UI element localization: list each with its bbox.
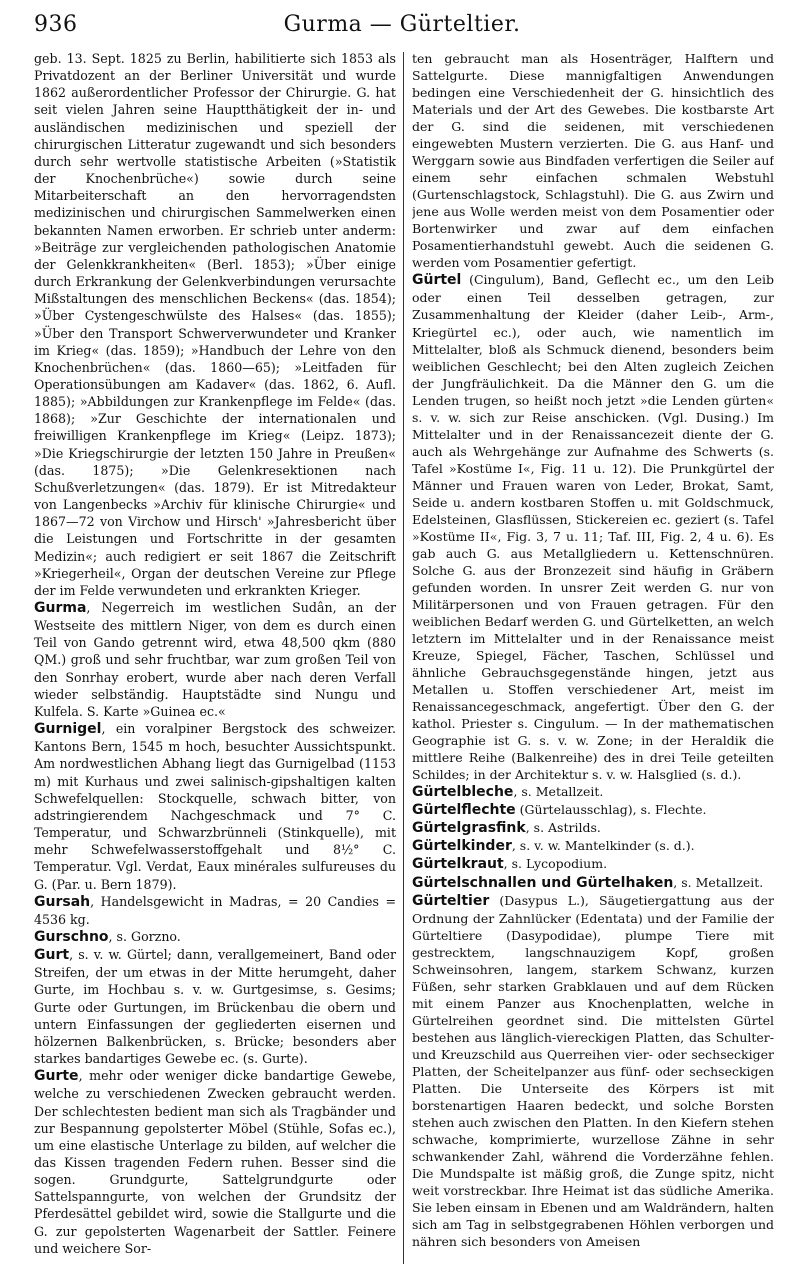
dictionary-entry <box>412 837 774 855</box>
entry-continuation <box>34 50 396 599</box>
entry-text: , Handelsgewicht in Madras, = 20 Candies = 4536 kg. <box>34 893 396 927</box>
dictionary-entry <box>34 599 396 720</box>
entry-text: (Cingulum), Band, Geflecht ec., um den Leib oder einen Teil desselben getragen, zur Zusammenhaltung der Kleider (daher Leib-, Arm-, Kriegürtel ec.), oder auch, wie namentlich im Mittelalter, bloß als Schmuck dienend, besonders beim weiblichen Geschlecht; bei den Alten zugleich Zeichen der Jungfräulichkeit. Da die Männer den G. um die Lenden trugen, so heißt noch jetzt »die Lenden gürten« s. v. w. sich zur Reise anschicken. (Vgl. Dusing.) Im Mittelalter und in der Renaissancezeit diente der G. auch als Wehrgehänge zur Aufnahme des Schwerts (s. Tafel »Kostüme I«, Fig. 11 u. 12). Die Prunkgürtel der Männer und Frauen waren von Leder, Brokat, Samt, Seide u. andern kostbaren Stoffen u. mit Goldschmuck, Edelsteinen, Glasflüssen, Stickereien ec. geziert (s. Tafel »Kostüme II«, Fig. 3, 7 u. 11; Taf. III, Fig. 2, 4 u. 6). Es gab auch G. aus Metallgliedern u. Kettenschnüren. Solche G. aus der Bronzezeit sind häufig in Gräbern gefunden worden. In unsrer Zeit werden G. nur von Militärpersonen und von Frauen getragen. Für den weiblichen Bedarf werden G. und Gürtelketten, an welch letztern im Mittelalter und in der Renaissance meist Kreuze, Spiegel, Fächer, Taschen, Schlüssel und ähnliche Gebrauchsgegenstände hingen, jetzt aus Metallen u. Stoffen verschiedener Art, meist im Renaissancegeschmack, angefertigt. Über den G. der kathol. Priester s. Cingulum. — In der mathematischen Geographie ist G. s. v. w. Zone; in der Heraldik die mittlere Reihe (Balkenreihe) des in drei Teile geteilten Schildes; in der Architektur s. v. w. Halsglied (s. d.). <box>412 272 774 783</box>
entry-headword: Gürtelschnallen und Gürtelhaken <box>412 874 674 891</box>
running-head: Gurma — Gürteltier. <box>283 12 521 37</box>
entry-headword: Gürtelkinder <box>412 838 512 855</box>
dictionary-entry <box>412 892 774 1251</box>
entry-headword: Gurschno <box>34 928 109 945</box>
entry-headword: Gurt <box>34 947 70 964</box>
dictionary-entry <box>412 855 774 873</box>
dictionary-entry <box>34 928 396 946</box>
dictionary-entry <box>34 1067 396 1257</box>
page-number: 936 <box>34 12 78 37</box>
entry-text: , s. v. w. Mantelkinder (s. d.). <box>511 838 695 854</box>
right-column <box>412 50 774 1268</box>
dictionary-entry <box>34 946 396 1067</box>
entry-text: , ein voralpiner Bergstock des schweizer. Kantons Bern, 1545 m hoch, besuchter Aussichtspunkt. Am nordwestlichen Abhang liegt das Gurnigelbad (1153 m) mit Kurhaus und zwei salinisch-gipshaltigen kalten Schwefelquellen: Stockquelle, schwach bitter, von adstringierendem Nachgeschmack und 7° C. Temperatur, und Schwarzbrünneli (Stinkquelle), mit mehr Schwefelwasserstoffgehalt und 8½° C. Temperatur. Vgl. Verdat, Eaux minérales sulfureuses du G. (Par. u. Bern 1879). <box>34 721 396 892</box>
dictionary-entry <box>34 720 396 893</box>
entry-text: , s. Astrilds. <box>525 820 601 836</box>
entry-text: , mehr oder weniger dicke bandartige Gewebe, welche zu verschiedenen Zwecken gebraucht werden. Der schlechtesten bedient man sich als Tragbänder und zur Bespannung gepolsterter Möbel (Stühle, Sofas ec.), um eine elastische Unterlage zu bilden, auf welcher die das Kissen tragenden Federn ruhen. Besser sind die sogen. Grundgurte, Sattelgrundgurte oder Sattelspanngurte, von welchen der Grundsitz der Pferdesättel gebildet wird, sowie die Stallgurte und die G. zur gepolsterten Wagenarbeit der Sattler. Feinere und weichere Sor- <box>34 1068 396 1256</box>
entry-text: , s. Lycopodium. <box>503 856 608 872</box>
entry-continuation <box>412 50 774 271</box>
entry-text: , s. Metallzeit. <box>673 874 764 890</box>
entry-text: , s. v. w. Gürtel; dann, verallgemeinert, Band oder Streifen, der um etwas in der Mitte herumgeht, daher Gurte, im Hochbau s. v. w. Gurtgesimse, s. Gesims; Gurte oder Gurtungen, im Brückenbau die obern und untern Einfassungen der gegliederten eisernen und hölzernen Balkenbrücken, s. Brücke; besonders aber starkes bandartiges Gewebe ec. (s. Gurte). <box>34 947 396 1067</box>
entry-headword: Gürteltier <box>412 892 490 909</box>
dictionary-entry <box>412 783 774 801</box>
entry-headword: Gürtelflechte <box>412 802 516 819</box>
entry-text: , s. Metallzeit. <box>513 784 604 800</box>
entry-headword: Gurma <box>34 600 87 616</box>
entry-headword: Gürtelbleche <box>412 784 514 801</box>
entry-headword: Gursah <box>34 893 91 910</box>
column-divider <box>403 52 404 1264</box>
left-column <box>34 50 396 1268</box>
entry-headword: Gürtelkraut <box>412 856 504 873</box>
entry-text: (Dasypus L.), Säugetiergattung aus der Ordnung der Zahnlücker (Edentata) und der Familie der Gürteltiere (Dasypodidae), plumpe Tiere mit gestrecktem, langschnauzigem Kopf, großen Schweinsohren, langem, starkem Schwanz, kurzen Füßen, sehr starken Grabklauen und auf dem Rücken mit einem Panzer aus Knochenplatten, welche in Gürtelreihen geordnet sind. Die mittelsten Gürtel bestehen aus länglich-viereckigen Platten, das Schulter- und Kreuzschild aus Querreihen vier- oder sechseckiger Platten, der Scheitelpanzer aus fünf- oder sechseckigen Platten. Die Unterseite des Körpers ist mit borstenartigen Haaren bedeckt, und solche Borsten stehen auch zwischen den Platten. In den Kiefern stehen schwache, komprimierte, wurzellose Zähne in sehr schwankender Zahl, während die Vorderzähne fehlen. Die Mundspalte ist mäßig groß, die Zunge spitz, nicht weit vorstreckbar. Ihre Heimat ist das südliche Amerika. Sie leben einsam in Ebenen und am Waldrändern, halten sich am Tag in selbstgegrabenen Höhlen verborgen und nähren sich besonders von Ameisen <box>412 892 774 1250</box>
page-header <box>34 12 770 46</box>
dictionary-entry <box>412 874 774 892</box>
entry-headword: Gurnigel <box>34 721 102 738</box>
entry-text: , s. Gorzno. <box>108 928 181 944</box>
dictionary-entry <box>412 819 774 837</box>
dictionary-entry <box>412 271 774 783</box>
entry-text: , Negerreich im westlichen Sudân, an der Westseite des mittlern Niger, von dem es durch einen Teil von Gando getrennt wird, etwa 48,500 qkm (880 QM.) groß und sehr fruchtbar, war zum großen Teil von den Sonrhay erobert, wurde aber nach deren Verfall wieder selbständig. Hauptstädte sind Nungu und Kulfela. S. Karte »Guinea ec.« <box>34 600 396 719</box>
entry-headword: Gürtel <box>412 272 462 289</box>
dictionary-entry <box>412 801 774 819</box>
entry-text: ten gebraucht man als Hosenträger, Halftern und Sattelgurte. Diese mannigfaltigen Anwendungen bedingen eine Verschiedenheit der G. hinsichtlich des Materials und der Art des Gewebes. Die kostbarste Art der G. sind die seidenen, mit verschiedenen eingewebten Mustern verzierten. Die G. aus Hanf- und Werggarn sowie aus Bindfaden verfertigen die Seiler auf einem sehr einfachen schmalen Webstuhl (Gurtenschlagstock, Schlagstuhl). Die G. aus Zwirn und jene aus Wolle werden meist von dem Posamentier oder Bortenwirker und zwar auf dem einfachen Posamentierhandstuhl gewebt. Auch die seidenen G. werden vom Posamentier gefertigt. <box>412 51 774 271</box>
entry-headword: Gurte <box>34 1068 79 1085</box>
entry-text: geb. 13. Sept. 1825 zu Berlin, habilitierte sich 1853 als Privatdozent an der Berliner Universität und wurde 1862 außerordentlicher Professor der Chirurgie. G. hat seit vielen Jahren seine Hauptthätigkeit der in- und ausländischen medizinischen und speziell der chirurgischen Litteratur zugewandt und sich besonders durch sehr wertvolle statistische Arbeiten (»Statistik der Knochenbrüche«) sowie durch seine Mitarbeiterschaft an den hervorragendsten medizinischen und chirurgischen Sammelwerken einen bekannten Namen erworben. Er schrieb unter anderm: »Beiträge zur vergleichenden pathologischen Anatomie der Gelenkkrankheiten« (Berl. 1853); »Über einige durch Erkrankung der Gelenkverbindungen verursachte Mißstaltungen des menschlichen Beckens« (das. 1854); »Über Cystengeschwülste des Halses« (das. 1855); »Über den Transport Schwerverwundeter und Kranker im Krieg« (das. 1859); »Handbuch der Lehre von den Knochenbrüchen« (das. 1860—65); »Leitfaden für Operationsübungen am Kadaver« (das. 1862, 6. Aufl. 1885); »Abbildungen zur Krankenpflege im Felde« (das. 1868); »Zur Geschichte der internationalen und freiwilligen Krankenpflege im Krieg« (Leipz. 1873); »Die Kriegschirurgie der letzten 150 Jahre in Preußen« (das. 1875); »Die Gelenkresektionen nach Schußverletzungen« (das. 1879). Er ist Mitredakteur von Langenbecks »Archiv für klinische Chirurgie« und 1867—72 von Virchow und Hirsch' »Jahresbericht über die Leistungen und Fortschritte in der gesamten Medizin«; auch redigiert er seit 1867 die Zeitschrift »Kriegerheil«, Organ der deutschen Vereine zur Pflege der im Felde verwundeten und erkrankten Krieger. <box>34 51 396 598</box>
entry-headword: Gürtelgrasfink <box>412 820 526 837</box>
entry-text: (Gürtelausschlag), s. Flechte. <box>515 802 707 818</box>
dictionary-entry <box>34 893 396 928</box>
